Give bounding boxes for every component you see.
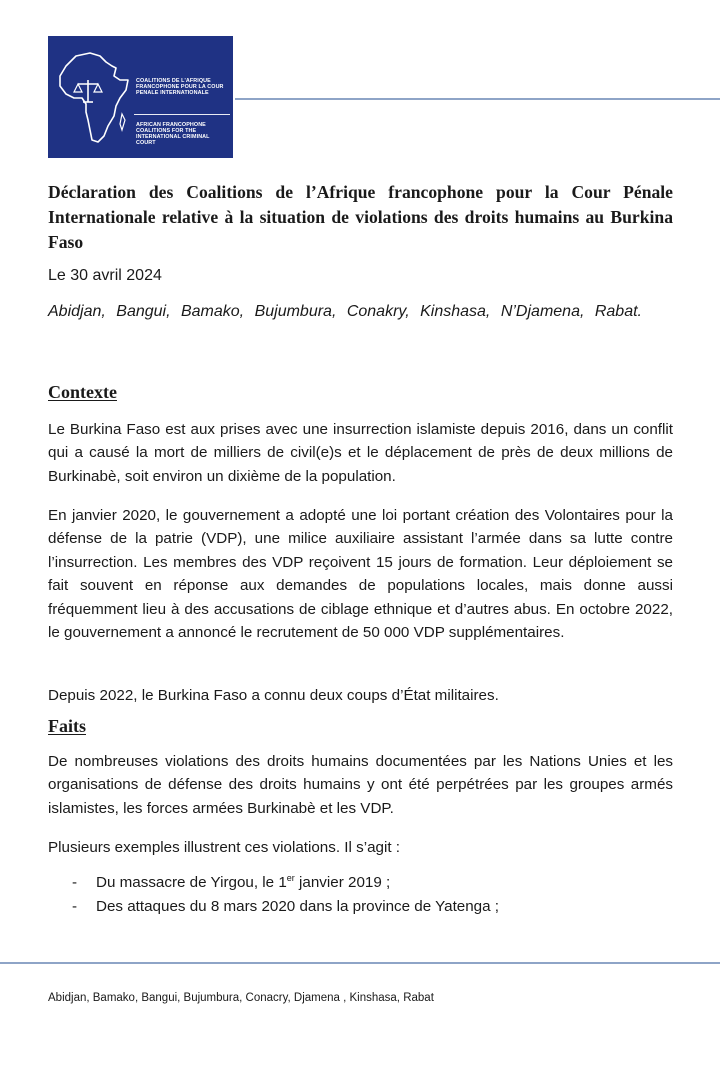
logo-divider: [134, 114, 230, 115]
footer-cities: Abidjan, Bamako, Bangui, Bujumbura, Conacry, Djamena , Kinshasa, Rabat: [48, 992, 434, 1004]
list-dash: -: [72, 874, 78, 891]
contexte-paragraph-1: Le Burkina Faso est aux prises avec une insurrection islamiste depuis 2016, dans un conflit qui a causé la mort de milliers de civil(e)s et le déplacement de près de deux millions de Burkinabè, soit environ un dixième de la population.: [48, 421, 673, 485]
section-heading-faits: Faits: [48, 716, 86, 736]
ordinal-superscript: er: [286, 872, 295, 883]
list-item-text-end: janvier 2019 ;: [294, 874, 391, 891]
list-item-text: Du massacre de Yirgou, le 1: [96, 874, 287, 891]
list-dash: -: [72, 897, 78, 915]
footer-rule: [0, 962, 720, 964]
contexte-paragraph-3: Depuis 2022, le Burkina Faso a connu deux coups d’État militaires.: [48, 687, 499, 704]
list-item: [48, 895, 673, 919]
section-heading-contexte: Contexte: [48, 382, 117, 402]
document-cities: Abidjan, Bangui, Bamako, Bujumbura, Conakry, Kinshasa, N’Djamena, Rabat.: [48, 303, 642, 320]
faits-paragraph-1: De nombreuses violations des droits humains documentées par les Nations Unies et les organisations de défense des droits humains y ont été perpétrées par les groupes armés islamistes, les forces armées Burkinabè et les VDP.: [48, 753, 673, 817]
logo-text-fr: COALITIONS DE L'AFRIQUE FRANCOPHONE POUR LA COUR PENALE INTERNATIONALE: [136, 78, 224, 96]
faits-paragraph-2: Plusieurs exemples illustrent ces violations. Il s’agit :: [48, 839, 400, 856]
document-title: Déclaration des Coalitions de l’Afrique francophone pour la Cour Pénale Internationale relative à la situation de violations des droits humains au Burkina Faso: [48, 182, 673, 252]
africa-map-scales-icon: [56, 50, 134, 146]
list-item: [48, 871, 673, 895]
header-rule: [235, 98, 720, 100]
coalition-logo: [48, 36, 233, 158]
document-date: Le 30 avril 2024: [48, 267, 162, 284]
list-item-text: Des attaques du 8 mars 2020 dans la province de Yatenga ;: [96, 897, 500, 915]
logo-text-en: AFRICAN FRANCOPHONE COALITIONS FOR THE INTERNATIONAL CRIMINAL COURT: [136, 122, 210, 146]
examples-list: [48, 871, 673, 918]
contexte-paragraph-2: En janvier 2020, le gouvernement a adopté une loi portant création des Volontaires pour la défense de la patrie (VDP), une milice auxiliaire assistant l’armée dans sa lutte contre l’insurrection. Les membres des VDP reçoivent 15 jours de formation. Leur déploiement se fait souvent en réponse aux demandes de populations locales, mais donne aussi fréquemment lieu à des accusations de ciblage ethnique et d’autres abus. En octobre 2022, le gouvernement a annoncé le recrutement de 50 000 VDP supplémentaires.: [48, 507, 673, 642]
